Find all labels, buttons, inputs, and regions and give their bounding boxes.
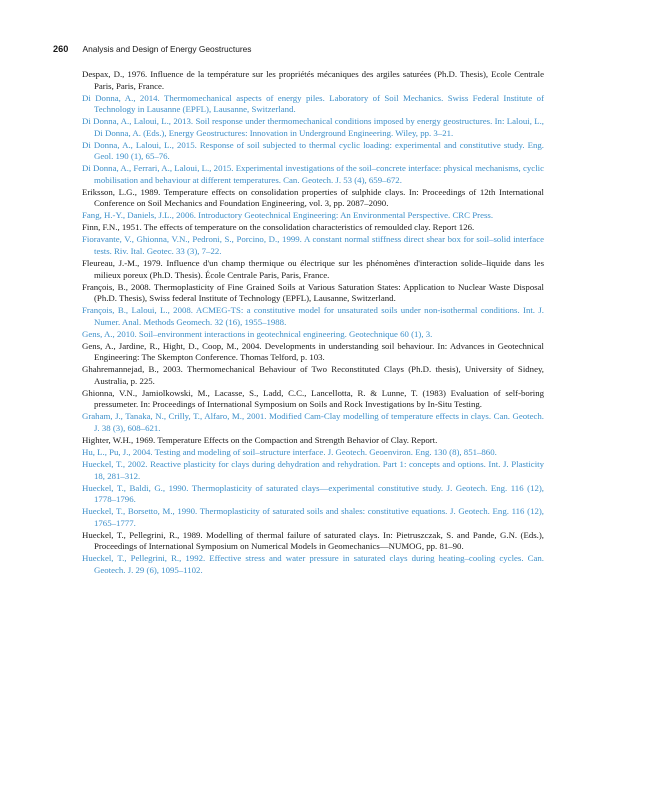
reference-entry: Despax, D., 1976. Influence de la température sur les propriétés mécaniques des argiles saturées (Ph.D. Thesis), Ecole Centrale Paris, Paris, France. xyxy=(82,69,544,91)
reference-link[interactable]: Di Donna, A., 2014. Thermomechanical aspects of energy piles. Laboratory of Soil Mechanics. Swiss Federal Institute of Technology in Lausanne (EPFL), Lausanne, Switzerland. xyxy=(82,92,544,115)
reference-entry: Fleureau, J.-M., 1979. Influence d'un champ thermique ou électrique sur les phénomènes d'interaction solide–liquide dans les milieux poreux (Ph.D. Thesis). École Centrale Paris, Paris, France. xyxy=(82,258,544,280)
running-header xyxy=(53,43,251,55)
reference-link[interactable]: Di Donna, A., Laloui, L., 2015. Response of soil subjected to thermal cyclic loading: experimental and constitutive study. Eng. Geol. 190 (1), 65–76. xyxy=(82,139,544,162)
reference-entry: Highter, W.H., 1969. Temperature Effects on the Compaction and Strength Behavior of Clay. Report. xyxy=(82,435,438,446)
reference-entry: Finn, F.N., 1951. The effects of temperature on the consolidation characteristics of remoulded clay. Report 126. xyxy=(82,222,475,233)
page-number: 260 xyxy=(53,44,69,54)
reference-link[interactable]: Gens, A., 2010. Soil–environment interactions in geotechnical engineering. Geotechnique 60 (1), 3. xyxy=(82,328,433,339)
reference-entry: Ghahremannejad, B., 2003. Thermomechanical Behaviour of Two Reconstituted Clays (Ph.D. thesis), University of Sidney, Australia, p. 225. xyxy=(82,364,544,386)
reference-link[interactable]: Fang, H.-Y., Daniels, J.L., 2006. Introductory Geotechnical Engineering: An Environmental Perspective. CRC Press. xyxy=(82,210,494,221)
reference-link[interactable]: Hueckel, T., Baldi, G., 1990. Thermoplasticity of saturated clays—experimental constitutive study. J. Geotech. Eng. 116 (12), 1778–1796. xyxy=(82,482,544,505)
reference-link[interactable]: Graham, J., Tanaka, N., Crilly, T., Alfaro, M., 2001. Modified Cam-Clay modelling of temperature effects in clays. Can. Geotech. J. 38 (3), 608–621. xyxy=(82,411,544,434)
reference-link[interactable]: Hueckel, T., 2002. Reactive plasticity for clays during dehydration and rehydration. Part 1: concepts and options. Int. J. Plasticity 18, 281–312. xyxy=(82,459,544,481)
reference-link[interactable]: Hueckel, T., Borsetto, M., 1990. Thermoplasticity of saturated soils and shales: constitutive equations. J. Geotech. Eng. 116 (12), 1765–1777. xyxy=(82,506,544,528)
reference-entry: François, B., 2008. Thermoplasticity of Fine Grained Soils at Various Saturation States: Application to Nuclear Waste Disposal (Ph.D. Thesis), Swiss federal Institute of Technology (EPFL), Lausanne, Switzerland. xyxy=(82,281,544,304)
running-title: Analysis and Design of Energy Geostructures xyxy=(82,44,252,54)
reference-link[interactable]: Di Donna, A., Laloui, L., 2013. Soil response under thermomechanical conditions imposed by energy geostructures. In: Laloui, L., Di Donna, A. (Eds.), Energy Geostructures: Innovation in Underground Engineering. Wiley, pp. 3–21. xyxy=(82,116,544,138)
reference-link[interactable]: Fioravante, V., Ghionna, V.N., Pedroni, S., Porcino, D., 1999. A constant normal stiffness direct shear box for soil–solid interface tests. Riv. Ital. Geotec. 33 (3), 7–22. xyxy=(82,234,544,257)
reference-entry: Hueckel, T., Pellegrini, R., 1989. Modelling of thermal failure of saturated clays. In: Pietruszczak, S. and Pande, G.N. (Eds.), Proceedings of International Symposium on Numerical Models in Geomechanics—NUMOG, pp. 81–90. xyxy=(82,529,544,552)
reference-link[interactable]: François, B., Laloui, L., 2008. ACMEG-TS: a constitutive model for unsaturated soils under non-isothermal conditions. Int. J. Numer. Anal. Methods Geomech. 32 (16), 1955–1988. xyxy=(82,305,544,327)
reference-link[interactable]: Di Donna, A., Ferrari, A., Laloui, L., 2015. Experimental investigations of the soil–concrete interface: physical mechanisms, cyclic mobilisation and behaviour at different temperatures. Can. Geotech. J. 53 (4), 659–672. xyxy=(82,163,544,185)
reference-entry: Gens, A., Jardine, R., Hight, D., Coop, M., 2004. Developments in understanding soil behaviour. In: Advances in Geotechnical Engineering: The Skempton Conference. Thomas Telford, p. 103. xyxy=(82,340,544,363)
reference-list xyxy=(82,69,544,577)
reference-entry: Eriksson, L.G., 1989. Temperature effects on consolidation properties of sulphide clays. In: Proceedings of 12th International Conference on Soil Mechanics and Foundation Engineering, vol. 3, pp. 2087–2090. xyxy=(82,186,544,209)
reference-link[interactable]: Hu, L., Pu, J., 2004. Testing and modeling of soil–structure interface. J. Geotech. Geoenviron. Eng. 130 (8), 851–860. xyxy=(82,447,497,458)
reference-entry: Ghionna, V.N., Jamiolkowski, M., Lacasse, S., Ladd, C.C., Lancellotta, R. & Lunne, T. (1983) Evaluation of self-boring pressumeter. In: Proceedings of International Symposium on Soils and Rock Investigations by In-Situ Testing. xyxy=(82,387,544,410)
reference-link[interactable]: Hueckel, T., Pellegrini, R., 1992. Effective stress and water pressure in saturated clays during heating–cooling cycles. Can. Geotech. J. 29 (6), 1095–1102. xyxy=(82,553,544,575)
